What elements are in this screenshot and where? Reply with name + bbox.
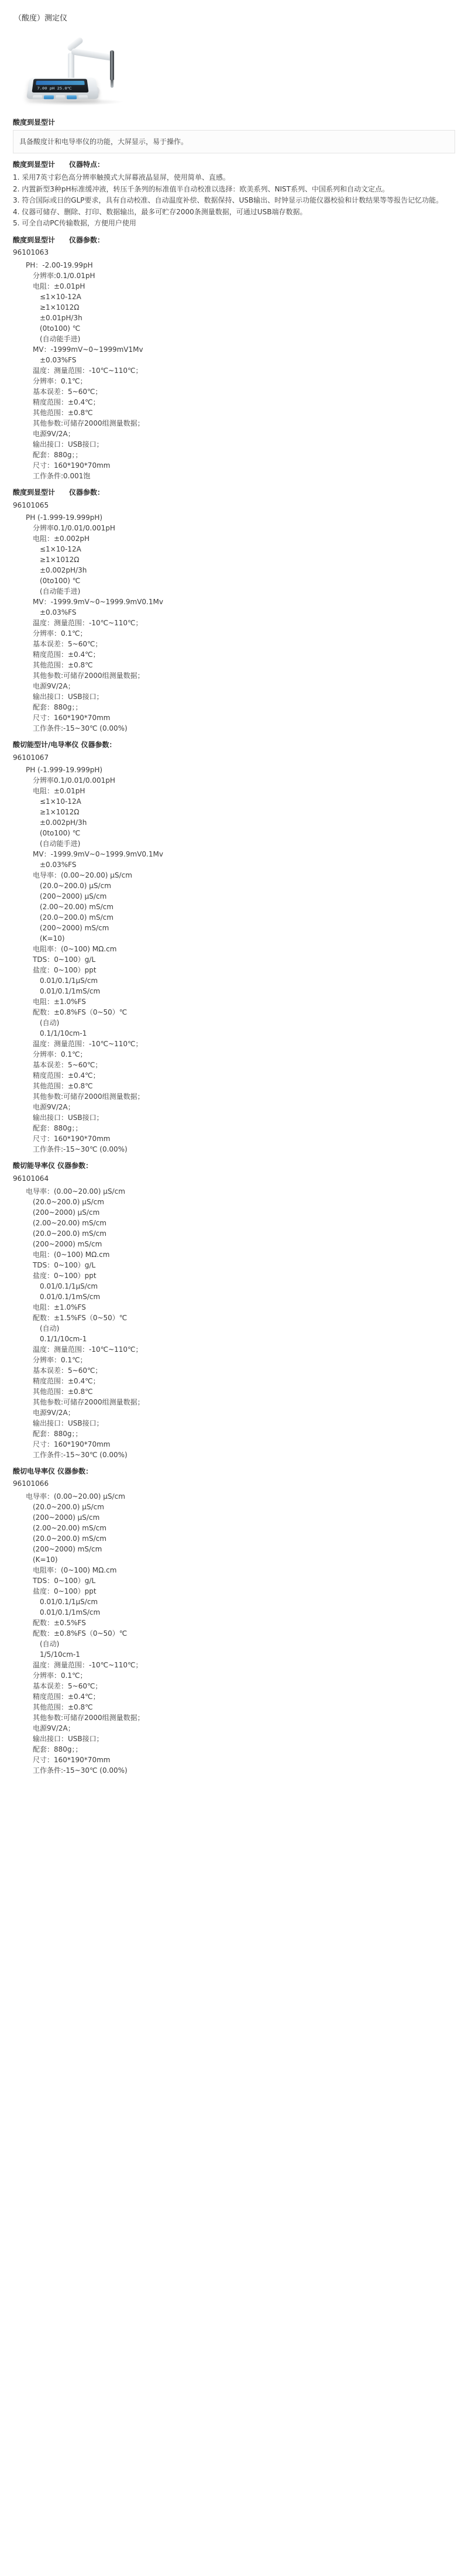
spec-item: 其他参数:可储存2000组测量数据； <box>33 1713 144 1722</box>
spec-list <box>13 1186 455 1460</box>
spec-item: 温度：测量范围：-10℃~110℃； <box>33 1660 143 1669</box>
intro-box <box>13 130 455 154</box>
spec-item: 0.01/0.1/1μS/cm <box>40 977 98 985</box>
intro-paragraph: 具备酸度计和电导率仪的功能，大屏显示，易于操作。 <box>19 137 188 146</box>
spec-section-heading: 酸切电导率仪 仪器参数： <box>13 1467 93 1475</box>
spec-item: 输出接口：USB接口； <box>33 440 104 449</box>
spec-list <box>13 260 455 481</box>
photo-arm-upper <box>71 48 115 61</box>
spec-item: 温度：测量范围：-10℃~110℃； <box>33 366 143 375</box>
spec-item: TDS：0~100）g/L <box>33 1576 96 1585</box>
spec-item: 配数：±0.8%FS（0~50）℃ <box>33 1008 128 1017</box>
spec-item: 电阻：±1.0%FS <box>33 998 86 1006</box>
spec-item: ±0.002pH/3h <box>40 818 87 827</box>
spec-item: 输出接口：USB接口； <box>33 1734 104 1743</box>
spec-item: (自动) <box>40 1639 60 1648</box>
spec-item: 尺寸：160*190*70mm <box>33 1440 111 1448</box>
spec-item: 配数：±0.5%FS <box>33 1618 86 1627</box>
spec-item: 分辨率0.1/0.01/0.001pH <box>33 776 115 785</box>
photo-display-screen <box>32 79 88 93</box>
spec-item: 1/5/10cm-1 <box>40 1650 80 1659</box>
spec-item: 尺寸：160*190*70mm <box>33 1755 111 1764</box>
spec-sections <box>13 235 455 1776</box>
spec-item: 其他范围：±0.8℃ <box>33 661 93 670</box>
spec-item: PH (-1.999-19.999pH) <box>26 766 103 775</box>
spec-item: 尺寸：160*190*70mm <box>33 714 111 722</box>
intro-heading: 酸度到显型计 <box>13 118 56 127</box>
spec-item: 工作条件:-15~30℃ (0.00%) <box>33 1145 128 1154</box>
spec-item: 电源9V/2A； <box>33 430 75 439</box>
spec-item: (20.0~200.0) mS/cm <box>33 1229 106 1238</box>
feature-item: 2. 内置新型3种pH标准缓冲液，转压千条列的标准值半自动校准以选择：欧美系列、NIST系列、中国系列和自动文定点。 <box>13 184 390 193</box>
spec-item: (2.00~20.00) mS/cm <box>33 1218 106 1227</box>
spec-item: 其他参数:可储存2000组测量数据； <box>33 419 144 428</box>
spec-item: 电阻：(0~100) MΩ.cm <box>33 1250 110 1259</box>
spec-item: 其他范围：±0.8℃ <box>33 409 93 417</box>
spec-item: 温度：测量范围：-10℃~110℃； <box>33 1040 143 1049</box>
spec-item: 电源9V/2A； <box>33 1724 75 1732</box>
page-title: （酸度）测定仪 <box>14 14 68 23</box>
photo-display-bar <box>36 81 85 85</box>
spec-item: ±0.03%FS <box>40 861 77 869</box>
spec-item: 盐度：0~100）ppt <box>33 1271 97 1280</box>
spec-section <box>13 235 455 481</box>
spec-item: 配套：880g；； <box>33 451 82 460</box>
photo-key <box>78 95 88 100</box>
spec-item: 电阻：±1.0%FS <box>33 1303 86 1311</box>
spec-item: 盐度：0~100）ppt <box>33 966 97 975</box>
spec-item: (K=10) <box>40 934 65 943</box>
spec-item: 0.1/1/10cm-1 <box>40 1029 87 1038</box>
model-number: 96101064 <box>13 1174 49 1183</box>
photo-key <box>44 95 54 100</box>
spec-item: 分辨率：0.1℃； <box>33 1050 87 1059</box>
spec-item: 尺寸：160*190*70mm <box>33 1135 111 1143</box>
spec-section-heading: 酸度到显型计 仪器参数： <box>13 488 105 497</box>
spec-item: MV：-1999.9mV~0~1999.9mV0.1Mv <box>33 850 163 859</box>
spec-item: (20.0~200.0) mS/cm <box>40 913 113 922</box>
spec-item: (2.00~20.00) mS/cm <box>33 1523 106 1532</box>
spec-item: (K=10) <box>33 1555 58 1564</box>
spec-item: 电导率：(0.00~20.00) μS/cm <box>26 1492 125 1501</box>
spec-item: 精度范围：±0.4℃； <box>33 1071 100 1080</box>
spec-item: 输出接口：USB接口； <box>33 693 104 701</box>
spec-item: 输出接口：USB接口； <box>33 1114 104 1122</box>
product-image <box>13 33 455 109</box>
spec-item: 分辨率：0.1℃； <box>33 377 87 386</box>
spec-item: (自动能手进) <box>40 587 81 596</box>
spec-section <box>13 487 455 734</box>
spec-item: (200~2000) mS/cm <box>40 924 109 933</box>
spec-item: 精度范围：±0.4℃； <box>33 1692 100 1701</box>
spec-item: 其他参数:可储存2000组测量数据； <box>33 672 144 680</box>
spec-item: 工作条件:-15~30℃ (0.00%) <box>33 1766 128 1775</box>
spec-list <box>13 512 455 734</box>
spec-item: 配套：880g；； <box>33 1124 82 1133</box>
spec-item: (2.00~20.00) mS/cm <box>40 903 113 912</box>
feature-item: 4. 仪器可储存、删除、打印、数据输出，最多可贮存2000条测量数据，可通过USB端存数据。 <box>13 207 307 216</box>
photo-shadow <box>25 98 124 105</box>
spec-item: (自动能手进) <box>40 840 81 848</box>
spec-item: (自动) <box>40 1324 60 1332</box>
feature-item: 5. 可全自动PC传输数据，方便用户使用 <box>13 219 136 228</box>
spec-list <box>13 765 455 1155</box>
spec-item: 其他参数:可储存2000组测量数据； <box>33 1092 144 1101</box>
spec-item: 电阻：±0.01pH <box>33 282 85 291</box>
spec-item: (自动) <box>40 1019 60 1027</box>
spec-item: ±0.03%FS <box>40 356 77 365</box>
spec-section <box>13 739 455 1155</box>
spec-item: 基本误差：5~60℃； <box>33 1681 102 1690</box>
spec-item: 温度：测量范围：-10℃~110℃； <box>33 1345 143 1354</box>
spec-item: 基本误差：5~60℃； <box>33 1061 102 1070</box>
photo-electrode-tip <box>111 80 113 88</box>
spec-item: 其他范围：±0.8℃ <box>33 1387 93 1396</box>
spec-item: 电导率：(0.00~20.00) μS/cm <box>33 871 132 880</box>
features-list <box>13 172 455 229</box>
spec-item: 工作条件:0.001饱 <box>33 472 91 481</box>
spec-item: 工作条件:-15~30℃ (0.00%) <box>33 1450 128 1459</box>
spec-item: MV：-1999mV~0~1999mV1Mv <box>33 345 143 354</box>
spec-item: 基本误差：5~60℃； <box>33 640 102 649</box>
spec-item: (20.0~200.0) mS/cm <box>33 1534 106 1543</box>
spec-item: 电阻：±0.01pH <box>33 787 85 796</box>
spec-item: ≤1×10-12A <box>40 545 81 554</box>
spec-item: 其他范围：±0.8℃ <box>33 1082 93 1091</box>
spec-item: (200~2000) μS/cm <box>33 1513 100 1522</box>
spec-item: 精度范围：±0.4℃； <box>33 1376 100 1385</box>
spec-section-heading: 酸度到显型计 仪器参数： <box>13 235 105 244</box>
spec-item: ≤1×10-12A <box>40 797 81 806</box>
spec-item: (20.0~200.0) μS/cm <box>40 882 111 890</box>
spec-item: (20.0~200.0) μS/cm <box>33 1197 104 1206</box>
spec-item: 分辨率:0.1/0.01pH <box>33 272 95 280</box>
features-heading: 酸度到显型计 仪器特点： <box>13 160 105 169</box>
spec-item: 分辨率：0.1℃； <box>33 629 87 638</box>
spec-item: ±0.01pH/3h <box>40 314 82 323</box>
spec-item: (自动能手进) <box>40 335 81 344</box>
spec-item: 配套：880g；； <box>33 1429 82 1438</box>
model-number: 96101063 <box>13 248 49 257</box>
photo-keypad <box>33 95 88 100</box>
spec-item: ≥1×1012Ω <box>40 556 80 564</box>
spec-item: 电源9V/2A； <box>33 1103 75 1112</box>
spec-item: 0.01/0.1/1μS/cm <box>40 1597 98 1606</box>
spec-section <box>13 1466 455 1776</box>
spec-item: 电源9V/2A； <box>33 1408 75 1417</box>
model-number: 96101067 <box>13 753 49 762</box>
spec-item: (200~2000) μS/cm <box>40 892 107 901</box>
intro-section <box>13 117 455 153</box>
spec-item: 配数：±1.5%FS（0~50）℃ <box>33 1313 128 1322</box>
product-photo <box>18 33 170 109</box>
spec-item: PH (-1.999-19.999pH) <box>26 513 103 522</box>
spec-item: MV：-1999.9mV~0~1999.9mV0.1Mv <box>33 598 163 607</box>
spec-item: PH：-2.00-19.99pH <box>26 261 93 270</box>
spec-item: 盐度：0~100）ppt <box>33 1587 97 1595</box>
spec-item: ±0.002pH/3h <box>40 566 87 575</box>
spec-item: 电阻率：(0~100) MΩ.cm <box>33 945 117 954</box>
spec-item: 尺寸：160*190*70mm <box>33 461 111 470</box>
spec-item: 0.01/0.1/1mS/cm <box>40 1292 101 1301</box>
spec-item: ≤1×10-12A <box>40 293 81 302</box>
spec-item: 输出接口：USB接口； <box>33 1419 104 1427</box>
spec-item: 电导率：(0.00~20.00) μS/cm <box>26 1187 125 1195</box>
spec-item: (0to100) ℃ <box>40 829 81 838</box>
spec-item: 0.01/0.1/1mS/cm <box>40 987 101 996</box>
spec-item: (20.0~200.0) μS/cm <box>33 1502 104 1511</box>
spec-item: 0.01/0.1/1mS/cm <box>40 1608 101 1616</box>
spec-item: 电源9V/2A； <box>33 682 75 691</box>
spec-item: 配套：880g；； <box>33 703 82 712</box>
spec-item: 电阻：±0.002pH <box>33 535 90 543</box>
spec-item: 其他参数:可储存2000组测量数据； <box>33 1397 144 1406</box>
feature-item: 1. 采用7英寸彩色高分辨率触摸式大屏幕液晶显屏，使用简单、直感。 <box>13 173 230 181</box>
spec-item: ±0.03%FS <box>40 608 77 617</box>
spec-item: 工作条件:-15~30℃ (0.00%) <box>33 724 128 733</box>
model-number: 96101065 <box>13 501 49 509</box>
spec-item: TDS：0~100）g/L <box>33 1260 96 1269</box>
features-section <box>13 159 455 229</box>
spec-section <box>13 1160 455 1460</box>
spec-item: 分辨率：0.1℃； <box>33 1671 87 1680</box>
model-number: 96101066 <box>13 1479 49 1488</box>
spec-section-heading: 酸切能型计/电导率仪 仪器参数： <box>13 741 116 749</box>
spec-item: (0to100) ℃ <box>40 577 81 585</box>
photo-electrode-probe <box>110 50 114 81</box>
spec-item: (200~2000) mS/cm <box>33 1239 102 1248</box>
spec-item: 基本误差：5~60℃； <box>33 388 102 396</box>
photo-key <box>33 95 43 100</box>
photo-key <box>67 95 77 100</box>
spec-item: 配套：880g；； <box>33 1745 82 1753</box>
spec-item: 配数：±0.8%FS（0~50）℃ <box>33 1629 128 1638</box>
spec-item: 分辨率：0.1℃； <box>33 1355 87 1364</box>
photo-display-value: 7.00 pH 25.0℃ <box>37 86 72 91</box>
spec-item: 其他范围：±0.8℃ <box>33 1703 93 1711</box>
spec-item: 电阻率：(0~100) MΩ.cm <box>33 1566 117 1574</box>
spec-item: (0to100) ℃ <box>40 324 81 333</box>
spec-item: 0.01/0.1/1μS/cm <box>40 1282 98 1290</box>
photo-key <box>56 95 66 100</box>
spec-item: (200~2000) μS/cm <box>33 1208 100 1217</box>
spec-item: TDS：0~100）g/L <box>33 955 96 964</box>
spec-item: 温度：测量范围：-10℃~110℃； <box>33 619 143 628</box>
spec-item: ≥1×1012Ω <box>40 303 80 312</box>
spec-item: 0.1/1/10cm-1 <box>40 1334 87 1343</box>
spec-item: ≥1×1012Ω <box>40 808 80 817</box>
spec-item: (200~2000) mS/cm <box>33 1544 102 1553</box>
spec-section-heading: 酸切能导率仪 仪器参数： <box>13 1162 93 1170</box>
spec-item: 精度范围：±0.4℃； <box>33 650 100 659</box>
spec-item: 精度范围：±0.4℃； <box>33 398 100 407</box>
feature-item: 3. 符合国际或日的GLP要求，具有自动校准、自动温度补偿、数据保持、USB输出、时钟显示功能仪器校验和计数结果等等报告记忆功能。 <box>13 196 443 205</box>
spec-list <box>13 1491 455 1776</box>
spec-item: 分辨率0.1/0.01/0.001pH <box>33 524 115 533</box>
spec-item: 基本误差：5~60℃； <box>33 1366 102 1375</box>
